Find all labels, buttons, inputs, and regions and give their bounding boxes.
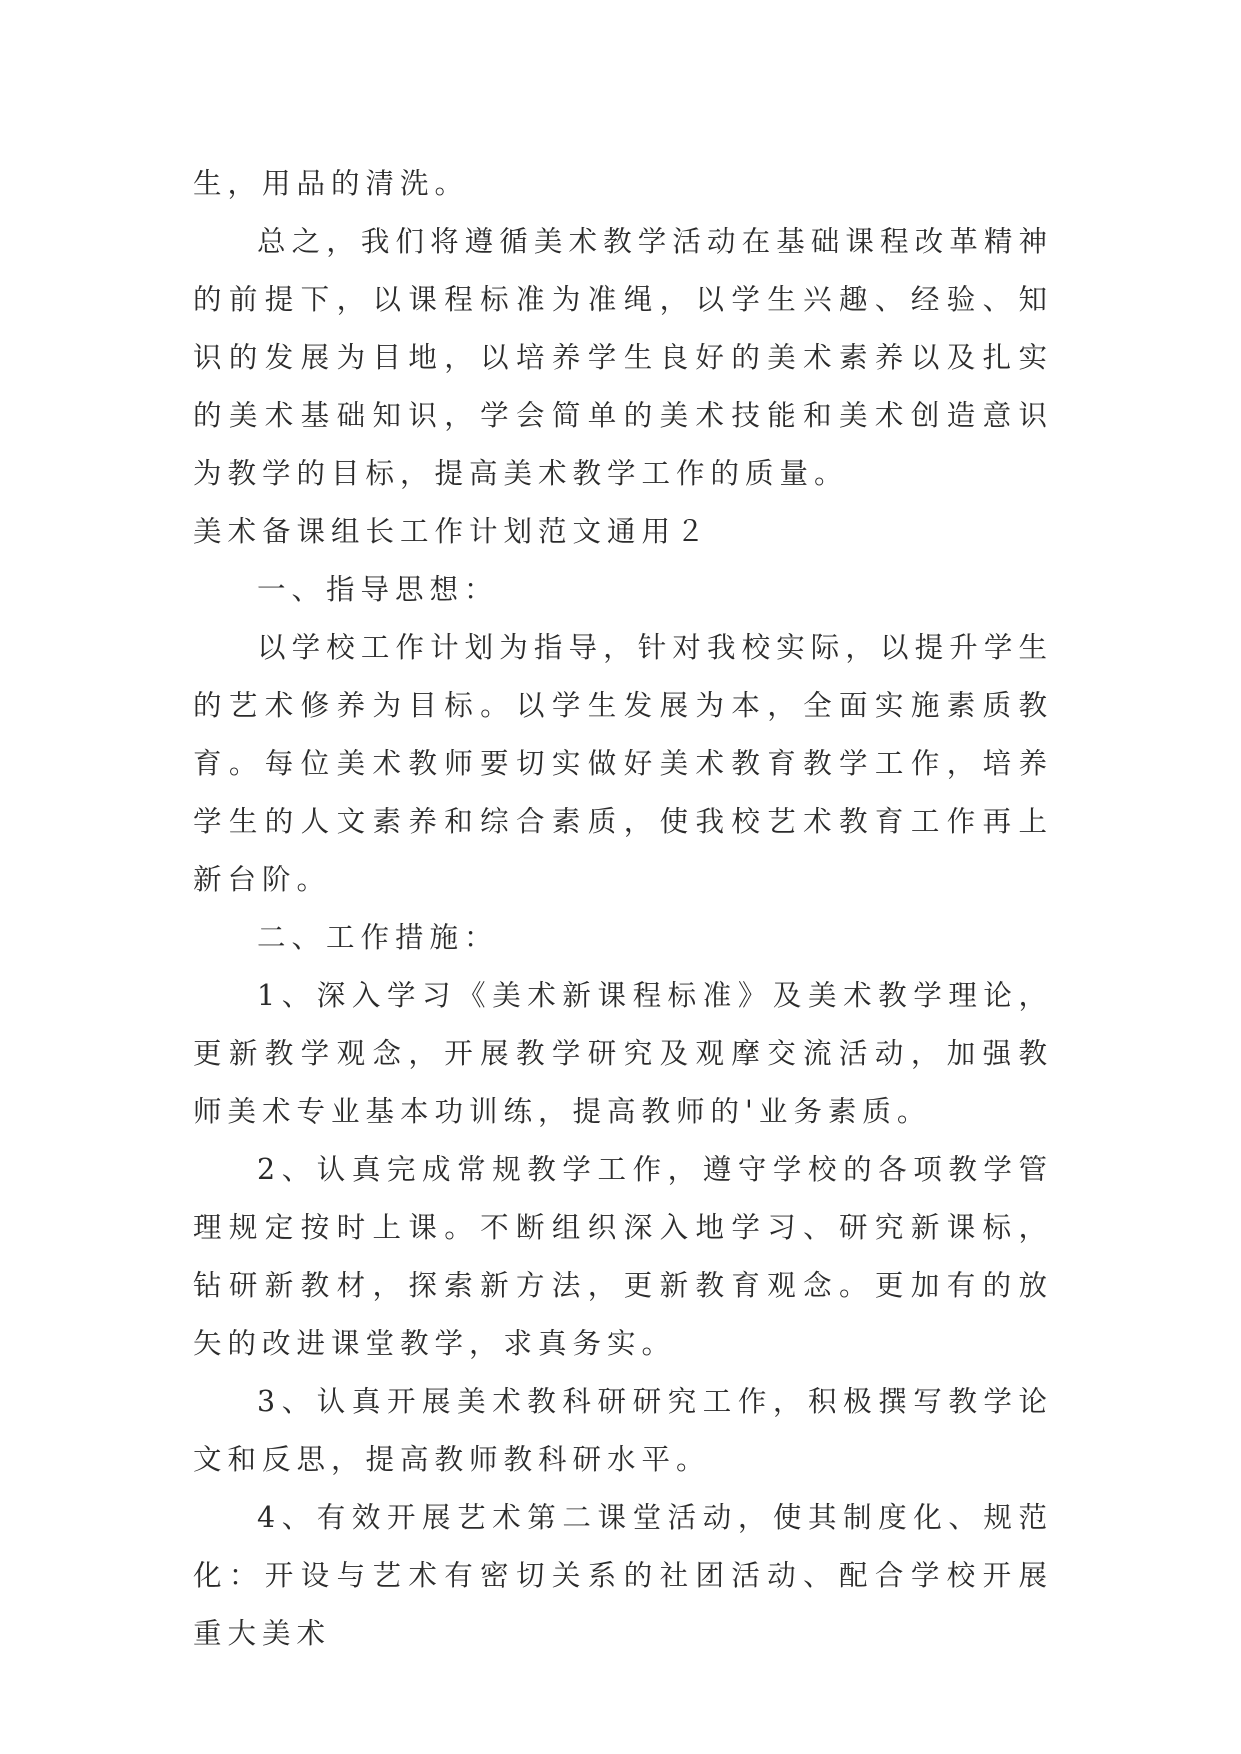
paragraph-summary: 总之，我们将遵循美术教学活动在基础课程改革精神的前提下，以课程标准为准绳，以学生兴趣、经验、知识的发展为目地，以培养学生良好的美术素养以及扎实的美术基础知识，学会简单的美术技能和美术创造意识为教学的目标，提高美术教学工作的质量。: [193, 225, 1053, 490]
paragraph-guiding-thought: 以学校工作计划为指导，针对我校实际，以提升学生的艺术修养为目标。以学生发展为本，全面实施素质教育。每位美术教师要切实做好美术教育教学工作，培养学生的人文素养和综合素质，使我校艺术教育工作再上新台阶。: [193, 631, 1053, 896]
paragraph-continuation: 生，用品的清洗。: [193, 167, 470, 200]
paragraph-measure-3: 3、认真开展美术教科研研究工作，积极撰写教学论文和反思，提高教师教科研水平。: [193, 1385, 1053, 1476]
document-page: [193, 155, 1053, 1663]
paragraph-measure-1: 1、深入学习《美术新课程标准》及美术教学理论，更新教学观念，开展教学研究及观摩交流活动，加强教师美术专业基本功训练，提高教师的'业务素质。: [193, 979, 1053, 1128]
subheading-guiding-thought: 一、指导思想：: [257, 573, 499, 606]
subheading-work-measures: 二、工作措施：: [257, 921, 499, 954]
paragraph-measure-4: 4、有效开展艺术第二课堂活动，使其制度化、规范化：开设与艺术有密切关系的社团活动、配合学校开展重大美术: [193, 1501, 1053, 1650]
paragraph-measure-2: 2、认真完成常规教学工作，遵守学校的各项教学管理规定按时上课。不断组织深入地学习、研究新课标，钻研新教材，探索新方法，更新教育观念。更加有的放矢的改进课堂教学，求真务实。: [193, 1153, 1053, 1360]
section-heading: 美术备课组长工作计划范文通用２: [193, 515, 711, 548]
